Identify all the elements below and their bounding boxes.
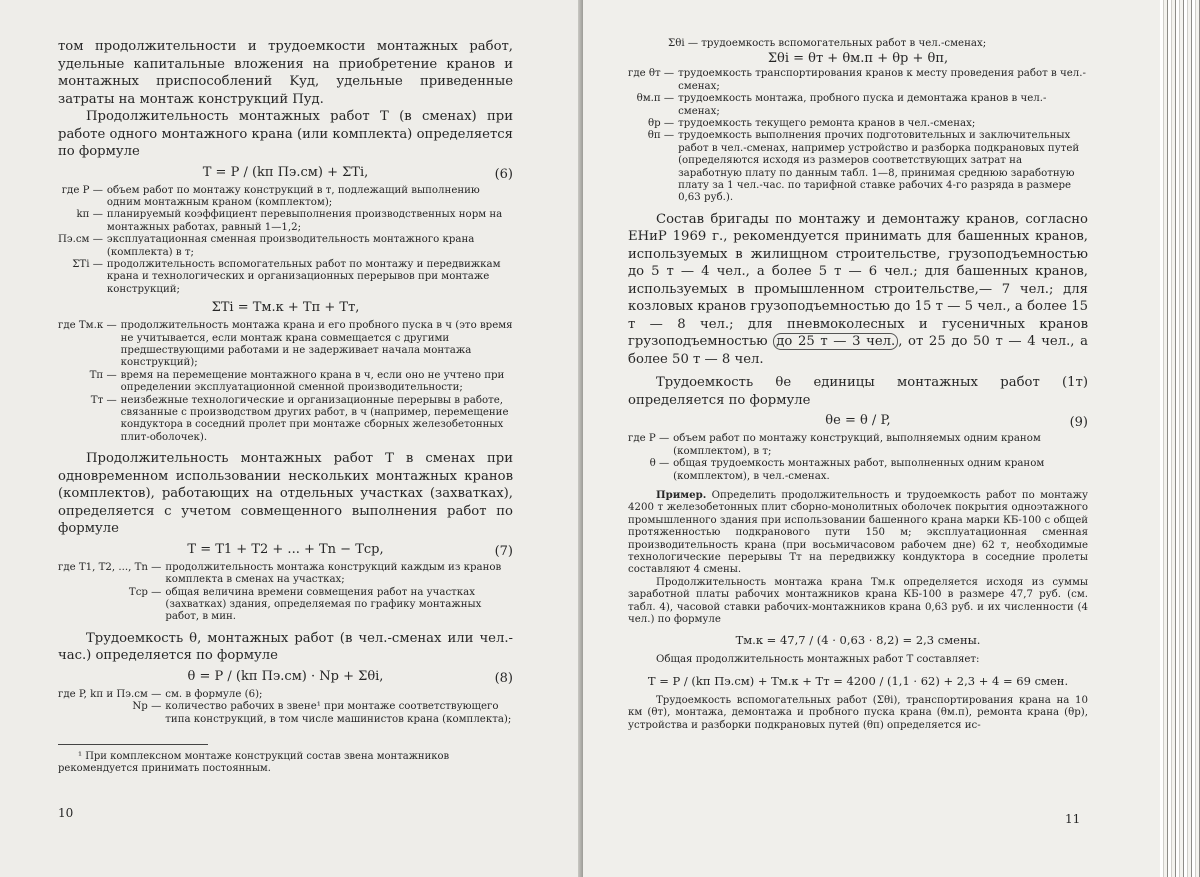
brigade-text-start: Состав бригады по монтажу и демонтажу кранов, согласно ЕНиР 1969 г., рекомендуется принимать для башенных кранов, используемых в жилищном строительстве, грузоподъемностью до 5 т — 4 чел., а более 5 т — 6 чел.; для башенных кранов, используемых в промышленном строительстве,— 7 чел.; для козловых кранов грузоподъемностью до 15 т — 5 чел., а более 15 т — 8 чел.; для пневмоколесных и гусеничных кранов грузоподъемностью bbox=[628, 211, 1088, 350]
definition-text: трудоемкость выполнения прочих подготовительных и заключительных работ в чел.-сменах, например устройство и разборка подкрановых путей (определяются исходя из размеров соответствующих затрат на заработную плату по данным табл. 1—8, принимая среднюю заработную плату за 1 чел.-час. по тарифной ставке рабочих 4-го разряда в размере 0,63 руб.). bbox=[678, 130, 1080, 204]
formula-9-expression: θе = θ / P, bbox=[825, 413, 891, 429]
calculation-tmk bbox=[628, 632, 1088, 648]
definition-term: где P — bbox=[61, 184, 103, 196]
page-edges bbox=[1160, 0, 1200, 877]
formula-8 bbox=[58, 669, 513, 685]
definition-term: Tт — bbox=[90, 394, 117, 406]
formula-sum-theta-expression: Σθi = θт + θм.п + θр + θп, bbox=[767, 51, 949, 67]
formula-9 bbox=[628, 413, 1088, 429]
definition-term: где P — bbox=[628, 433, 670, 445]
definition-term: θр — bbox=[647, 118, 675, 130]
definition-text: общая трудоемкость монтажных работ, выполненных одним краном (комплектом), в чел.-сменах. bbox=[673, 458, 1045, 482]
definition-term: где P, kп и Пэ.см — bbox=[58, 688, 162, 700]
definition-term: ΣTi — bbox=[72, 258, 103, 270]
left-page bbox=[0, 0, 583, 877]
calculation-tmk-expression: Tм.к = 47,7 / (4 · 0,63 · 8,2) = 2,3 смены. bbox=[735, 633, 981, 648]
definition-text: количество рабочих в звене¹ при монтаже соответствующего типа конструкций, в том числе машинистов крана (комплекта); bbox=[165, 701, 512, 725]
definition-term: где θт — bbox=[628, 68, 675, 80]
formula-7 bbox=[58, 542, 513, 558]
definition-term: где T1, T2, ..., Tn — bbox=[58, 561, 162, 573]
formula-sum-t bbox=[58, 300, 513, 316]
definition-text: продолжительность монтажа крана и его пробного пуска в ч (это время не учитывается, если монтаж крана совмещается с другими предшествующими работами и не задерживает начала монтажа конструкций); bbox=[120, 320, 513, 369]
definition-term: Tср — bbox=[128, 586, 162, 598]
brigade-text-end: , от 25 до 50 т — 4 чел., а более 50 т — 8 чел. bbox=[628, 334, 1088, 367]
left-page-column bbox=[58, 38, 513, 775]
total-duration-paragraph: Общая продолжительность монтажных работ T составляет: bbox=[656, 654, 980, 666]
definition-text: продолжительность монтажа конструкций каждым из кранов комплекта в сменах на участках; bbox=[165, 561, 502, 586]
definition-term: θ — bbox=[649, 458, 670, 470]
definition-text: эксплуатационная сменная производительность монтажного крана (комплекта) в т; bbox=[106, 234, 475, 258]
definition-term: Tп — bbox=[89, 369, 117, 381]
sum-t-definitions bbox=[58, 320, 513, 444]
formula-7-expression: T = T1 + T2 + ... + Tn − Tср, bbox=[187, 541, 384, 557]
unit-labor-paragraph: Трудоемкость θе единицы монтажных работ (1т) определяется по формуле bbox=[628, 375, 1088, 408]
formula-8-expression: θ = P / (kп Пэ.см) · Nр + Σθi, bbox=[187, 668, 384, 684]
definition-term: kп — bbox=[76, 209, 103, 221]
duration-paragraph: Продолжительность монтажных работ T (в сменах) при работе одного монтажного крана (или комплекта) определяется по формуле bbox=[58, 109, 513, 159]
footnote: ¹ При комплексном монтаже конструкций состав звена монтажников рекомендуется принимать постоянным. bbox=[58, 750, 450, 774]
right-page bbox=[583, 0, 1200, 877]
definition-term: Nр — bbox=[132, 701, 162, 713]
formula-sum-t-expression: ΣTi = Tм.к + Tп + Tт, bbox=[211, 300, 360, 316]
example-text: Определить продолжительность и трудоемкость работ по монтажу 4200 т железобетонных плит сборно-монолитных оболочек покрытия одноэтажного промышленного здания при использовании башенного крана марки КБ-100 с общей протяженностью подкранового пути 150 м; эксплуатационная сменная производительность крана (при восьмичасовом рабочем дне) 62 т, необходимые технологические перерывы Tт на передвижку кондуктора в соседние пролеты составляют 4 смены. bbox=[628, 490, 1089, 576]
formula-8-number: (8) bbox=[494, 670, 513, 686]
formula-6-definitions bbox=[58, 185, 513, 297]
brigade-paragraph bbox=[628, 211, 1088, 369]
definition-text: трудоемкость монтажа, пробного пуска и демонтажа кранов в чел.-сменах; bbox=[678, 93, 1047, 117]
calculation-total bbox=[628, 673, 1088, 689]
definition-text: трудоемкость транспортирования кранов к месту проведения работ в чел.-сменах; bbox=[678, 68, 1086, 92]
crane-duration-paragraph: Продолжительность монтажа крана Tм.к определяется исходя из суммы заработной платы рабочих монтажников крана КБ-100 в размере 47,7 руб. (см. табл. 4), часовой ставки рабочих-монтажников крана 0,63 руб. и их численности (4 чел.) по формуле bbox=[628, 576, 1088, 626]
formula-6-number: (6) bbox=[494, 166, 513, 182]
final-paragraph: Трудоемкость вспомогательных работ (Σθi), транспортирования крана на 10 км (θт), монтажа, демонтажа и пробного пуска крана (θм.п), ремонта крана (θр), устройства и разборки подкрановых путей (θп) определяется ис- bbox=[628, 694, 1088, 731]
page-number-left: 10 bbox=[58, 806, 74, 820]
footnote-rule bbox=[58, 744, 208, 745]
page-number-right: 11 bbox=[1065, 812, 1081, 826]
definition-text: см. в формуле (6); bbox=[165, 688, 263, 700]
example-paragraph bbox=[628, 489, 1088, 577]
definition-text: объем работ по монтажу конструкций, выполняемых одним краном (комплектом), в т; bbox=[673, 433, 1041, 457]
formula-7-number: (7) bbox=[494, 543, 513, 559]
example-label: Пример. bbox=[656, 489, 707, 501]
definition-term: θм.п — bbox=[636, 93, 675, 105]
calculation-total-expression: T = P / (kп Пэ.см) + Tм.к + Tт = 4200 / (1,1 · 62) + 2,3 + 4 = 69 смен. bbox=[647, 673, 1069, 688]
definition-text: планируемый коэффициент перевыполнения производственных норм на монтажных работах, равный 1—1,2; bbox=[106, 209, 503, 233]
definition-text: время на перемещение монтажного крана в ч, если оно не учтено при определении эксплуатационной сменной производительности; bbox=[120, 369, 505, 394]
formula-6-expression: T = P / (kп Пэ.см) + ΣTi, bbox=[202, 164, 369, 180]
intro-paragraph: том продолжительности и трудоемкости монтажных работ, удельные капитальные вложения на приобретение кранов и монтажных приспособлений Kуд, удельные приведенные затраты на монтаж конструкций Пуд. bbox=[58, 39, 513, 107]
definition-text: трудоемкость текущего ремонта кранов в чел.-сменах; bbox=[678, 118, 976, 130]
formula-9-definitions bbox=[628, 433, 1088, 483]
handwritten-circle-mark: до 25 т — 3 чел. bbox=[773, 333, 898, 350]
formula-sum-theta bbox=[628, 51, 1088, 67]
formula-7-definitions bbox=[58, 562, 513, 624]
definition-text: неизбежные технологические и организационные перерывы в работе, связанные с производством других работ, в ч (например, перемещение кондуктора в соседний пролет при монтаже сборных железобетонных плит-оболочек). bbox=[120, 394, 509, 443]
definition-text: общая величина времени совмещения работ на участках (захватках) здания, определяемая по графику монтажных работ, в мин. bbox=[165, 586, 482, 623]
formula-6 bbox=[58, 165, 513, 181]
definition-text: объем работ по монтажу конструкций в т, подлежащий выполнению одним монтажным краном (комплектом); bbox=[106, 184, 480, 208]
definition-term: θп — bbox=[647, 130, 675, 142]
labor-paragraph: Трудоемкость θ, монтажных работ (в чел.-сменах или чел.-час.) определяется по формуле bbox=[58, 630, 513, 664]
definition-term: где Tм.к — bbox=[58, 320, 117, 332]
formula-8-definitions bbox=[58, 689, 513, 726]
theta-definitions bbox=[628, 68, 1088, 204]
definition-term: Пэ.см — bbox=[58, 234, 103, 246]
definition-text: продолжительность вспомогательных работ по монтажу и передвижкам крана и технологических и организационных перерывов при монтаже конструкций; bbox=[106, 258, 501, 295]
right-page-column bbox=[628, 38, 1088, 732]
formula-9-number: (9) bbox=[1069, 415, 1088, 431]
several-cranes-paragraph: Продолжительность монтажных работ T в сменах при одновременном использовании нескольких монтажных кранов (комплектов), работающих на отдельных участках (захватках), определяется с учетом совмещенного выполнения работ по формуле bbox=[58, 451, 513, 537]
aux-work-heading: Σθi — трудоемкость вспомогательных работ в чел.-сменах; bbox=[668, 38, 987, 49]
